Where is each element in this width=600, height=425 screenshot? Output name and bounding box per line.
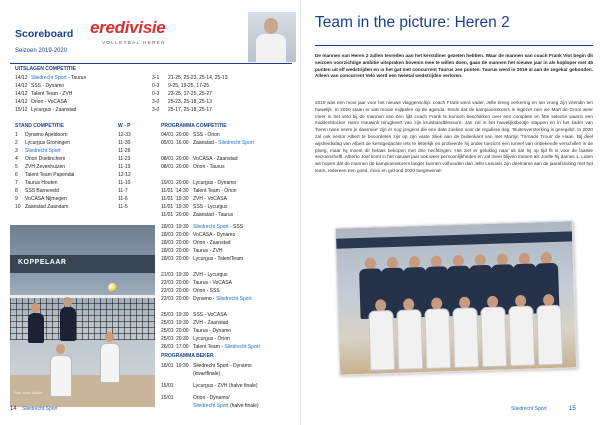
program-time: 20:00 (176, 132, 189, 138)
program-date: 21/01 (161, 272, 174, 278)
program-match (193, 140, 254, 146)
scoreboard-header (10, 12, 292, 62)
program-time: 19:30 (176, 204, 189, 210)
result-scores: 9-25, 19-25, 17-25 (168, 83, 210, 89)
standings-team: VoCASA Nijmegen (25, 196, 67, 202)
result-sets: 3-1 (152, 75, 160, 81)
eredivisie-logo-text: eredivisie (90, 18, 166, 37)
program-match (193, 336, 230, 342)
program-row (161, 319, 228, 327)
result-scores: 21-25, 25-23, 25-14, 25-13 (168, 75, 228, 81)
match-highlight-team: Sliedrecht Sport (193, 224, 229, 230)
program-time: 20:00 (176, 180, 189, 186)
program-match (193, 224, 243, 230)
program-time: 20:00 (176, 296, 189, 302)
match-text: Taurus - ZVH (193, 248, 223, 254)
standings-row (15, 195, 128, 203)
result-match (31, 106, 152, 114)
teammate-player (50, 355, 72, 397)
program-match (193, 240, 231, 246)
result-match (31, 90, 152, 98)
program-date: 18/01 (161, 256, 174, 262)
result-row (15, 74, 228, 82)
match-text: Taurus - Dynamo (193, 328, 232, 334)
match-text: Zaanstad - Taurus (193, 212, 234, 218)
beker-continuation (193, 402, 259, 410)
portrait-head (264, 18, 278, 34)
standings-row (15, 155, 130, 163)
standings-team: Taurus Houten (25, 180, 58, 186)
match-text: Talent Team - (193, 344, 225, 350)
standings-team: SSS Barneveld (25, 188, 59, 194)
match-text: VoCASA - Dynamo (193, 232, 236, 238)
result-scores: 25-17, 25-18, 25-17 (168, 107, 212, 113)
beker-time: 19:30 (176, 363, 189, 369)
footer-label-left: Sliedrecht Sport (22, 406, 58, 412)
result-scores: 25-23, 25-18, 25-13 (168, 99, 212, 105)
match-text: ZVH - Zaanstad (193, 320, 229, 326)
match-text: SSS - Orion (193, 132, 220, 138)
match-highlight-team: Sliedrecht Sport (218, 140, 254, 146)
program-match (193, 180, 236, 186)
program-date: 22/01 (161, 288, 174, 294)
program-time: 19:30 (176, 320, 189, 326)
result-date: 15/12 (15, 107, 28, 113)
program-match (193, 280, 232, 286)
program-time: 14:30 (176, 188, 189, 194)
standings-wp: 12-12 (118, 172, 131, 178)
title-divider (315, 45, 593, 46)
match-text: Dynamo - (193, 296, 217, 302)
match-text: SSS - VoCASA (193, 312, 227, 318)
result-sets: 0-3 (152, 91, 160, 97)
program-date: 22/01 (161, 296, 174, 302)
program-match (193, 204, 228, 210)
opponent-player (60, 307, 76, 341)
standings-row (15, 131, 131, 139)
program-row (161, 327, 231, 335)
match-text: Lycurgus - TalentTeam (193, 256, 244, 262)
beker-heading: PROGRAMMA BEKER (161, 353, 214, 359)
match-text: Lycurgus - Zaanstad (31, 107, 77, 113)
beker-match: Sliedrecht Sport - Dynamo (193, 363, 252, 369)
season-label: Seizoen 2019-2020 (15, 48, 68, 54)
program-row (161, 155, 237, 163)
program-time: 20:00 (176, 288, 189, 294)
program-match (193, 248, 222, 254)
program-row (161, 163, 225, 171)
match-text: VoCASA - Zaanstad (193, 156, 238, 162)
match-text: SSS - Dynamo (31, 83, 65, 89)
match-text: - Taurus (66, 75, 86, 81)
opponent-head (31, 303, 40, 313)
program-match (193, 212, 233, 218)
program-row (161, 179, 236, 187)
program-time: 20:00 (176, 232, 189, 238)
photo-credit: Foto: Kees Mulder (14, 391, 43, 395)
article-title: Team in the picture: Heren 2 (315, 14, 510, 31)
standings-position: 7 (15, 180, 18, 186)
program-row (161, 231, 235, 239)
match-text: Lycurgus - Dynamo (193, 180, 237, 186)
match-text: Taurus - VoCASA (193, 280, 232, 286)
match-highlight-team: Sliedrecht Sport (31, 75, 67, 81)
program-match (193, 328, 231, 334)
beker-round: (kwartfinale) (193, 371, 221, 377)
standings-position: 9 (15, 196, 18, 202)
volleyball-action-photo (10, 225, 155, 407)
program-date: 22/01 (161, 280, 174, 286)
program-row (161, 295, 252, 303)
program-time: 20:00 (176, 248, 189, 254)
standings-wp: 11-7 (118, 188, 128, 194)
player-jersey (424, 308, 451, 369)
match-text: Lycurgus - Orion (193, 336, 230, 342)
footer-label-right: Sliedrecht Sport (511, 406, 547, 412)
spiker-player (100, 343, 120, 383)
program-row (161, 203, 228, 211)
result-date: 14/12 (15, 75, 28, 81)
result-date: 14/12 (15, 83, 28, 89)
program-row (161, 335, 230, 343)
match-text: - SSS (228, 224, 244, 230)
program-heading: PROGRAMMA COMPETITIE (161, 123, 227, 129)
standings-team: Dynamo Apeldoorn (25, 132, 68, 138)
program-time: 16:00 (176, 140, 189, 146)
result-row (15, 82, 209, 90)
program-row (161, 239, 231, 247)
program-match (193, 156, 237, 162)
program-date: 05/01 (161, 140, 174, 146)
standings-position: 2 (15, 140, 18, 146)
standings-position: 5 (15, 164, 18, 170)
result-date: 14/12 (15, 99, 28, 105)
standings-row (15, 171, 131, 179)
standings-wp: 12-33 (118, 132, 131, 138)
player-jersey (508, 306, 535, 367)
beker-round: (halve finale) (228, 403, 259, 409)
opponent-player (28, 313, 44, 343)
program-time: 17:00 (176, 344, 189, 350)
article-body: 2019 was een mooi jaar voor het nieuwe vlaggenschip: coach Frank werd vader, Jelle kreeg verkering en Ian vroeg zijn vriendin ten huwelijk. In 2020 staan er wat mooie mijlpalen op de agenda. Sinds dat de kampioenskoers is ingezet zien we Mart de Groot weer meer in het veld bij de mannen van Zen lijkt coach Frank te kunnen beschikken over een complete en fitte selectie waarin een middenblocker Harm Houwink terugkeert van zijn kruisbandblessure. Jan zal in het huwelijksbootje stappen en in het kader van 'heren twee neem je daarmee' zijn er nog jongens die een date zoeken voor de reguliere dag. 'Buitenversterking is geregeld'. In 2020 zal ook nestor Albert te beoordelen zijn op zijn vaste Sliek aan de buitenkant van met Martijn 'Tornado Trous' de Haan. Bij deel wijsheidsdag van Albert de kerstgedachte iets te letterlijk en probeerde hij onder toezicht een toneel van onbekende verschillen in de ploeg, maar hij moest dit helaas bekopen met drie hechtingen. Het ziet er gelukkig naar uit dat hij op tijd fit is voor de laatste seizoenshelft. Alberto Joel komt in het nieuwe jaar ook weer persoonlijkheden en zal meer blijven trainen als Joelle hij dames 1. Laten we hopen dat de mannen de kampioenskoers langer kunnen volhouden dan Jelle Leeuwis zijn deelname aan de jaarafsluiting met het team. Iedereen een goed, mooi en gezond 2020 toegewenst! (315, 100, 593, 173)
standings-row (15, 179, 130, 187)
standings-position: 8 (15, 188, 18, 194)
standings-wp: 11-26 (118, 148, 131, 154)
program-time: 19:30 (176, 196, 189, 202)
program-match (193, 164, 225, 170)
program-date: 11/01 (161, 188, 174, 194)
match-text: SSS - Lycurgus (193, 204, 228, 210)
program-row (161, 247, 222, 255)
program-time: 20:00 (176, 240, 189, 246)
program-match (193, 256, 243, 262)
standings-wp: 11-10 (118, 180, 131, 186)
result-scores: 23-25, 17-25, 25-27 (168, 91, 212, 97)
standings-position: 6 (15, 172, 18, 178)
page-number-right: 15 (569, 406, 576, 412)
result-row (15, 90, 212, 98)
program-match (193, 296, 252, 302)
program-time: 20:00 (176, 328, 189, 334)
match-text: Zaanstad - (193, 140, 219, 146)
match-highlight-team: Sliedrecht Sport (224, 344, 260, 350)
beker-date: 18/01 (161, 363, 174, 369)
standings-team: ZVH Zevenhuizen (25, 164, 66, 170)
match-text: Orion - Zaanstad (193, 240, 231, 246)
program-date: 25/01 (161, 328, 174, 334)
program-row (161, 343, 260, 351)
spiker-head (105, 332, 114, 342)
player-jersey (536, 305, 563, 366)
program-time: 20:00 (176, 256, 189, 262)
result-match (31, 98, 152, 106)
program-match (193, 232, 235, 238)
program-row (161, 131, 220, 139)
scoreboard-title: Scoreboard (15, 28, 74, 40)
standings-column-header: W - P (118, 123, 131, 129)
program-date: 26/01 (161, 344, 174, 350)
program-row (161, 223, 243, 231)
program-time: 20:00 (176, 164, 189, 170)
program-row (161, 211, 233, 219)
program-date: 08/01 (161, 164, 174, 170)
program-row (161, 311, 227, 319)
opponent-head (63, 297, 72, 307)
result-row (15, 98, 212, 106)
eredivisie-logo-subtitle: VOLLEYBAL HEREN (102, 40, 166, 45)
standings-row (15, 203, 128, 211)
standings-team: Zaanstad Zaandam (25, 204, 69, 210)
beker-row (161, 362, 252, 370)
result-match (31, 74, 152, 82)
program-time: 19:30 (176, 224, 189, 230)
standings-row (15, 139, 130, 147)
standings-position: 1 (15, 132, 18, 138)
page-number-left: 14 (10, 406, 17, 412)
standings-position: 4 (15, 156, 18, 162)
match-text: Talent Team - Orion (193, 188, 237, 194)
player-jersey (396, 309, 423, 370)
standings-team: Talent Team Papendal (25, 172, 75, 178)
program-match (193, 312, 227, 318)
beker-match: Orion - Dynamo/ (193, 395, 230, 401)
program-time: 20:00 (176, 280, 189, 286)
program-row (161, 287, 220, 295)
program-match (193, 320, 228, 326)
program-match (193, 196, 227, 202)
program-row (161, 271, 228, 279)
header-divider (10, 63, 292, 64)
right-page (300, 0, 600, 425)
player-jersey (480, 306, 507, 367)
match-text: Orion - SSS (193, 288, 220, 294)
standings-row (15, 163, 130, 171)
program-match (193, 288, 220, 294)
result-sets: 3-0 (152, 107, 160, 113)
standings-wp: 11-30 (118, 140, 131, 146)
standings-wp: 11-5 (118, 204, 128, 210)
program-date: 18/01 (161, 248, 174, 254)
standings-position: 10 (15, 204, 21, 210)
standings-team: Orion Doetinchem (25, 156, 66, 162)
match-text: Orion - Taurus (193, 164, 225, 170)
standings-wp: 11-19 (118, 164, 131, 170)
portrait-body (256, 34, 286, 62)
standings-team: Lycurgus Groningen (25, 140, 70, 146)
program-time: 19:30 (176, 272, 189, 278)
results-heading: UITSLAGEN COMPETITIE (15, 66, 76, 72)
match-highlight-team: Sliedrecht Sport (193, 403, 229, 409)
program-date: 10/01 (161, 180, 174, 186)
volleyball-ball (108, 283, 117, 292)
program-match (193, 344, 260, 350)
standings-wp: 11-23 (118, 156, 131, 162)
program-time: 20:00 (176, 212, 189, 218)
program-match (193, 188, 237, 194)
program-row (161, 139, 254, 147)
standings-wp: 11-6 (118, 196, 128, 202)
program-match (193, 272, 228, 278)
match-highlight-team: Sliedrecht Sport (216, 296, 252, 302)
match-text: Orion - VoCASA (31, 99, 68, 105)
standings-team: Sliedrecht Sport (25, 148, 61, 154)
standings-row (15, 187, 128, 195)
result-match (31, 82, 152, 90)
program-date: 18/01 (161, 232, 174, 238)
program-date: 08/01 (161, 156, 174, 162)
match-text: ZVH - Lycurgus (193, 272, 228, 278)
beker-row (161, 394, 230, 402)
sponsor-banner: KOPPELAAR (10, 255, 155, 273)
program-row (161, 187, 237, 195)
player-jersey (452, 307, 479, 368)
match-text: ZVH - VoCASA (193, 196, 227, 202)
program-date: 11/01 (161, 196, 174, 202)
beker-match: Lycurgus - ZVH (halve finale) (193, 383, 258, 389)
result-sets: 0-3 (152, 83, 160, 89)
teammate-head (56, 344, 65, 354)
program-row (161, 195, 227, 203)
article-intro: De mannen van Heren 2 zullen tevreden aan het kerstdiner gezeten hebben. Waar de mannen van coach Frank Vlot begin dit seizoen voorzichtige ambitie uitspraken bovenin mee te willen doen, gaan de mannen het nieuwe jaar in als koploper met 45 punten uit elf wedstrijden en is het gat met concurrent Taurus zes punten. Taurus werd in 2019 al aan de zegekar gebonden. Alleen van concurrent Velo werd een tweetal wedstrijden verloren. (315, 53, 593, 79)
beker-date: 15/01 (161, 395, 174, 401)
program-date: 11/01 (161, 204, 174, 210)
team-photo (335, 220, 578, 375)
program-time: 19:30 (176, 312, 189, 318)
standings-position: 3 (15, 148, 18, 154)
player-portrait-photo (248, 12, 296, 62)
program-row (161, 279, 232, 287)
result-date: 14/12 (15, 91, 28, 97)
program-match (193, 132, 220, 138)
standings-row (15, 147, 130, 155)
program-date: 04/01 (161, 132, 174, 138)
beker-row (161, 382, 258, 390)
program-date: 25/01 (161, 312, 174, 318)
eredivisie-logo (90, 18, 166, 45)
program-date: 18/01 (161, 240, 174, 246)
player-jersey (368, 310, 395, 371)
program-date: 25/01 (161, 336, 174, 342)
program-date: 25/01 (161, 320, 174, 326)
standings-heading: STAND COMPETITIE (15, 123, 64, 129)
program-date: 18/01 (161, 224, 174, 230)
program-time: 20:30 (176, 336, 189, 342)
result-row (15, 106, 212, 114)
beker-date: 15/01 (161, 383, 174, 389)
program-time: 20:00 (176, 156, 189, 162)
match-text: Talent Team - ZVH (31, 91, 73, 97)
program-date: 11/01 (161, 212, 174, 218)
program-row (161, 255, 243, 263)
result-sets: 3-0 (152, 99, 160, 105)
